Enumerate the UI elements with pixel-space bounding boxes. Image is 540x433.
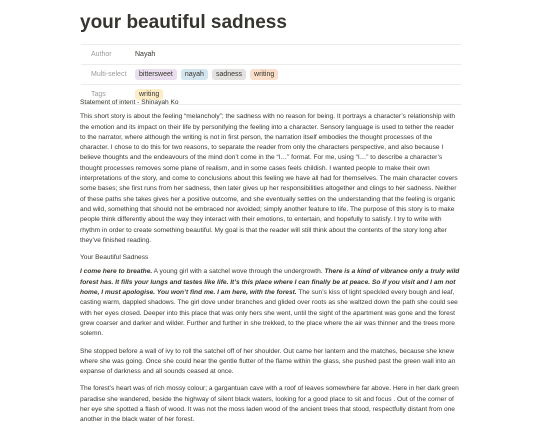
tag-writing[interactable]: writing (250, 69, 278, 80)
story-paragraph: She stopped before a wall of ivy to roll the satchel off of her shoulder. Out came her lantern and the matches, because she knew where she was going. Once she could hear the gentle flutter of the flame within the glass, she pushed past the green wall into an expanse of darkness and all sounds ceased at once. (80, 347, 456, 376)
author-value[interactable]: Nayah (135, 51, 156, 58)
tag-bittersweet[interactable]: bittersweet (135, 69, 177, 80)
property-multi-select[interactable] (81, 65, 461, 85)
story-paragraph: The forest’s heart was of rich mossy colour; a gargantuan cave with a roof of leaves somewhere far above. Here in her dark green paradise she wandered, beside the highway of silent black waters, looking for a good place to sit and focus . Out of the corner of her eye she spotted a flash of wood. It was not the moss laden wood of the ancient trees that stood, respectfully distant from one another in the black water of her forest. (80, 385, 459, 424)
statement-heading: Statement of intent - Shinayah Ko (80, 99, 179, 106)
multi-select-tags[interactable] (135, 69, 278, 80)
tag-writing[interactable]: writing (135, 89, 163, 100)
tag-sadness[interactable]: sadness (212, 69, 246, 80)
property-author[interactable] (81, 45, 461, 65)
property-label: Author (91, 51, 112, 58)
page-title: your beautiful sadness (80, 12, 287, 33)
page-content (80, 98, 460, 433)
story-paragraph (80, 267, 460, 339)
tag-nayah[interactable]: nayah (181, 69, 208, 80)
property-label: Multi-select (91, 71, 127, 78)
bold-italic-text: There is a kind of vibrance only a truly wild forest has. It fills your lungs and tastes like life. It’s this place where I can finally be at peace. So if you visit and I am not home, I must apologise. You won’t find me. I am here, with the forest. (80, 268, 460, 297)
property-label: Tags (91, 91, 106, 98)
story-heading: Your Beautiful Sadness (80, 254, 149, 262)
properties-table (81, 44, 461, 105)
bold-italic-text: I come here to breathe. (80, 268, 153, 276)
paragraph-text: A young girl with a satchel wove through the undergrowth. (152, 268, 325, 276)
paragraph-text: The sun’s kiss of light speckled every bough and leaf, casting warm, dappled shadows. The girl dove under branches and glided over roots as she waltzed down the path she could see with her eyes closed. Deeper into this place that was only hers she went, until the sight of the apartment was gone and the forest grew coarser and darker and wilder. Further and further in she trekked, to the place where the air was thinner and the trees more solemn. (80, 289, 458, 338)
statement-paragraph: This short story is about the feeling “melancholy”; the sadness with no reason for being. It portrays a character’s relationship with the emotion and its impact on their life by personifying the feeling into a character. Sensory language is used to tether the reader to the narrator, where although the writing is not in first person, the narration itself embodies the thought processes of the character. I chose to do this for two reasons, to separate the reader from only the characters perspective, and also because I believe thoughts and the endeavours of the mind don’t come in the “I…” format. For me, using “I…” to describe a character’s thought processes removes some plane of realism, and in some cases feels childish. I wanted people to make their own interpretations of the story, and come to conclusions about this feeling we have all had for themselves. The main character covers some bases; she first runs from her sadness, then later gives up her responsibilities altogether and clings to her sadness. Neither of these paths she takes gives her a positive outcome, and she eventually settles on the understanding that the feeling is organic and wild, something that should not be embraced nor avoided; simply another feature to life. The purpose of this story is to make people think differently about the way they interact with their emotions, to entertain, and hopefully to satisfy. I try to write with rhythm in order to create something beautiful. My goal is that the reader will still think about the contents of the story long after they’ve finished reading. (80, 113, 458, 244)
